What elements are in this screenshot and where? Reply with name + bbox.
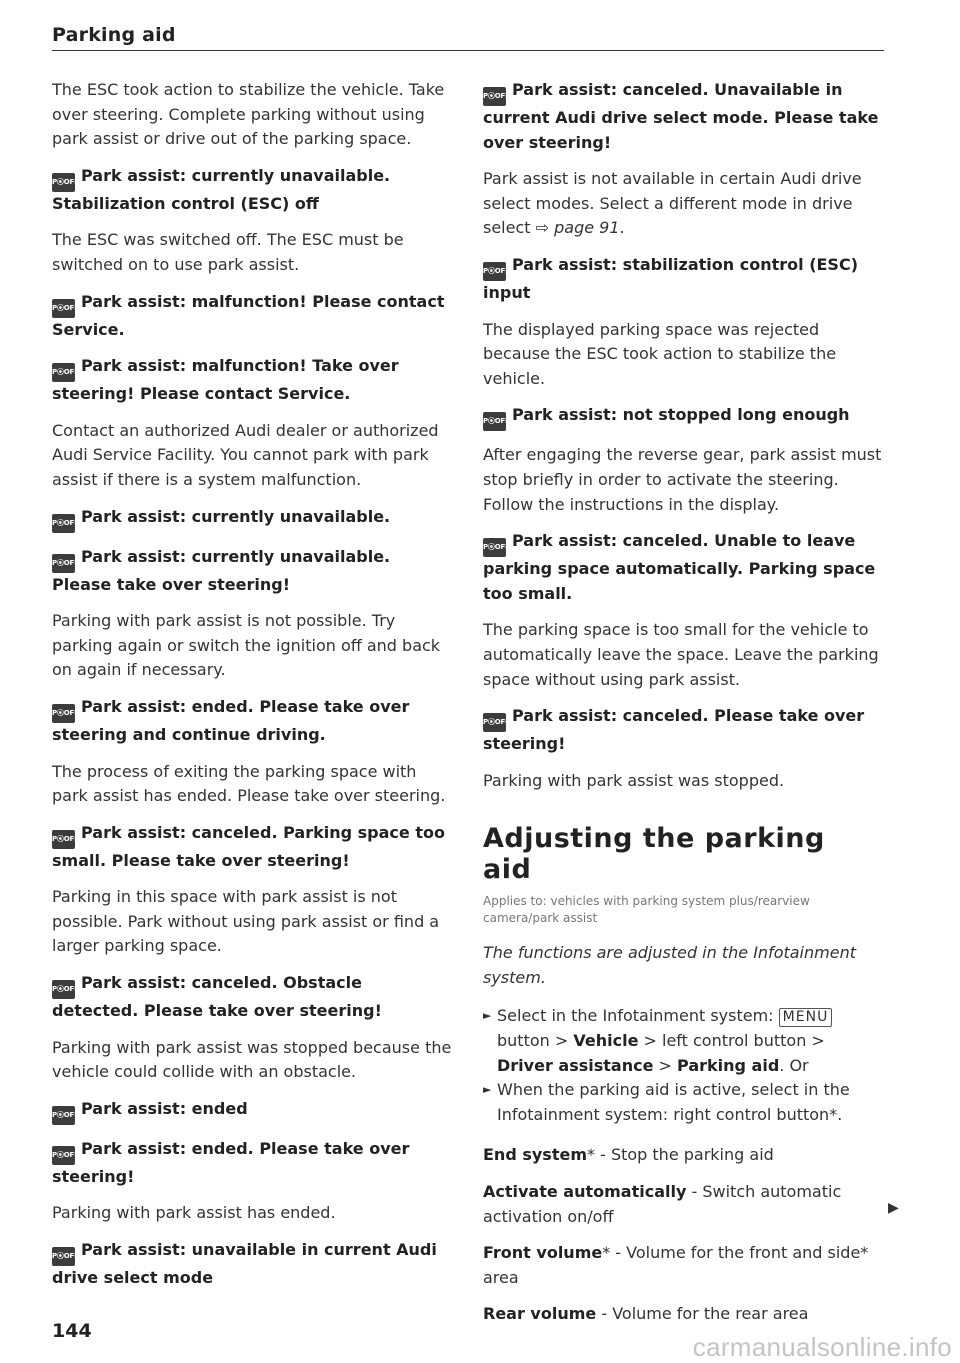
park-assist-off-icon: P⦿OFF <box>483 87 506 106</box>
message-heading-text: Park assist: ended. Please take over steering! <box>52 1138 410 1186</box>
message-heading <box>483 78 883 155</box>
message-heading <box>483 253 883 306</box>
message-description: The displayed parking space was rejected because the ESC took action to stabilize the vehicle. <box>483 319 837 388</box>
message-heading <box>52 1238 452 1291</box>
applies-to-note: Applies to: vehicles with parking system plus/rearview camera/park assist <box>483 894 810 926</box>
header-rule <box>52 50 884 51</box>
section-intro: The functions are adjusted in the Infotainment system. <box>483 943 856 987</box>
term-parking-aid: Parking aid <box>677 1055 780 1075</box>
setting-definition <box>483 1302 883 1327</box>
footnote-star: * <box>587 1145 595 1165</box>
message-heading-text: Park assist: canceled. Obstacle detected. Please take over steering! <box>52 973 382 1021</box>
setting-description: - Volume for the rear area <box>596 1304 809 1324</box>
term-driver-assistance: Driver assistance <box>497 1055 654 1075</box>
park-assist-off-icon: P⦿OFF <box>483 538 506 557</box>
step-1-text-d: > <box>658 1055 672 1075</box>
message-description: Contact an authorized Audi dealer or authorized Audi Service Facility. You cannot park with park assist if there is a system malfunction. <box>52 420 439 489</box>
message-description: The parking space is too small for the vehicle to automatically leave the space. Leave the parking space without using park assist. <box>483 620 879 689</box>
message-heading-text: Park assist: canceled. Unavailable in current Audi drive select mode. Please take over steering! <box>483 80 879 152</box>
message-description: Parking with park assist was stopped. <box>483 770 785 790</box>
step-arrow-icon: ► <box>483 1009 492 1023</box>
step-arrow-icon: ► <box>483 1083 492 1097</box>
section-title: Adjusting the parking aid <box>483 823 825 886</box>
step-1-text-a: Select in the Infotainment system: <box>497 1006 774 1026</box>
message-heading <box>52 1097 452 1125</box>
setting-definition <box>483 1180 883 1229</box>
description-tail: . <box>619 218 625 238</box>
message-description: Parking with park assist was stopped because the vehicle could collide with an obstacle. <box>52 1037 452 1082</box>
message-heading <box>52 505 452 533</box>
message-heading <box>52 164 452 217</box>
message-heading-text: Park assist: stabilization control (ESC) input <box>483 254 859 302</box>
description-text: Park assist is not available in certain Audi drive select modes. Select a different mode in drive select <box>483 169 862 238</box>
message-heading-text: Park assist: malfunction! Take over steering! Please contact Service. <box>52 356 399 404</box>
step-2 <box>483 1078 883 1127</box>
park-assist-off-icon: P⦿OFF <box>52 1146 75 1165</box>
message-heading-text: Park assist: malfunction! Please contact Service. <box>52 291 445 339</box>
definitions-list <box>483 1143 883 1327</box>
park-assist-off-icon: P⦿OFF <box>52 704 75 723</box>
page-header-title: Parking aid <box>52 24 176 46</box>
page-reference-link[interactable]: ⇨ page 91 <box>535 218 620 238</box>
right-messages <box>483 78 883 793</box>
setting-name: End system <box>483 1145 587 1165</box>
message-heading-text: Park assist: not stopped long enough <box>512 405 850 425</box>
message-heading-text: Park assist: canceled. Please take over steering! <box>483 706 865 754</box>
park-assist-off-icon: P⦿OFF <box>52 363 75 382</box>
setting-name: Front volume <box>483 1243 603 1263</box>
setting-definition <box>483 1241 883 1290</box>
setting-description: - Switch automatic activation on/off <box>483 1182 842 1226</box>
message-heading-text: Park assist: canceled. Unable to leave parking space automatically. Parking space too small. <box>483 531 876 603</box>
continue-arrow-icon: ▶ <box>888 1200 899 1216</box>
setting-name: Rear volume <box>483 1304 597 1324</box>
message-heading <box>483 529 883 606</box>
page-number: 144 <box>52 1320 92 1342</box>
message-heading-text: Park assist: currently unavailable. Stabilization control (ESC) off <box>52 165 391 213</box>
park-assist-off-icon: P⦿OFF <box>52 554 75 573</box>
menu-key: MENU <box>779 1008 833 1027</box>
park-assist-off-icon: P⦿OFF <box>52 299 75 318</box>
message-heading <box>52 545 452 598</box>
message-description: After engaging the reverse gear, park assist must stop briefly in order to activate the steering. Follow the instructions in the display. <box>483 445 882 514</box>
message-heading <box>52 971 452 1024</box>
step-1-text-e: . Or <box>779 1055 809 1075</box>
park-assist-off-icon: P⦿OFF <box>483 412 506 431</box>
message-heading-text: Park assist: ended <box>81 1098 248 1118</box>
message-description: Parking with park assist has ended. <box>52 1203 336 1223</box>
message-heading <box>483 704 883 757</box>
park-assist-off-icon: P⦿OFF <box>52 830 75 849</box>
park-assist-off-icon: P⦿OFF <box>52 980 75 999</box>
message-heading <box>52 1137 452 1190</box>
message-heading <box>52 821 452 874</box>
message-heading-text: Park assist: ended. Please take over steering and continue driving. <box>52 696 410 744</box>
message-heading <box>52 695 452 748</box>
park-assist-off-icon: P⦿OFF <box>483 713 506 732</box>
step-1-text-c: > left control button > <box>643 1031 825 1051</box>
step-1-text-b: button > <box>497 1031 569 1051</box>
setting-name: Activate automatically <box>483 1182 687 1202</box>
message-heading <box>483 403 883 431</box>
message-heading-text: Park assist: unavailable in current Audi drive select mode <box>52 1240 437 1288</box>
term-vehicle: Vehicle <box>573 1031 639 1051</box>
message-description: The ESC was switched off. The ESC must be switched on to use park assist. <box>52 230 404 274</box>
message-description: The ESC took action to stabilize the vehicle. Take over steering. Complete parking without using park assist or drive out of the parking space. <box>52 80 445 149</box>
step-1 <box>483 1004 883 1078</box>
park-assist-off-icon: P⦿OFF <box>52 1247 75 1266</box>
message-heading-text: Park assist: currently unavailable. <box>81 506 391 526</box>
watermark: carmanualsonline.info <box>692 1332 952 1362</box>
left-column <box>52 78 452 1303</box>
message-heading <box>52 290 452 343</box>
message-description: Parking with park assist is not possible. Try parking again or switch the ignition off and back on again if necessary. <box>52 611 441 680</box>
park-assist-off-icon: P⦿OFF <box>52 514 75 533</box>
message-description <box>483 167 883 241</box>
park-assist-off-icon: P⦿OFF <box>52 173 75 192</box>
setting-description: - Volume for the front and side* area <box>483 1243 869 1287</box>
park-assist-off-icon: P⦿OFF <box>52 1106 75 1125</box>
setting-definition <box>483 1143 883 1168</box>
message-heading-text: Park assist: currently unavailable. Please take over steering! <box>52 546 391 594</box>
message-description: The process of exiting the parking space with park assist has ended. Please take over steering. <box>52 761 446 806</box>
message-heading <box>52 354 452 407</box>
right-column <box>483 78 883 1339</box>
setting-description: - Stop the parking aid <box>595 1145 774 1165</box>
footnote-star: * <box>602 1243 611 1263</box>
message-description: Parking in this space with park assist is not possible. Park without using park assist or find a larger parking space. <box>52 887 440 956</box>
park-assist-off-icon: P⦿OFF <box>483 262 506 281</box>
message-heading-text: Park assist: canceled. Parking space too small. Please take over steering! <box>52 822 445 870</box>
step-2-text: When the parking aid is active, select in the Infotainment system: right control button*. <box>497 1080 850 1124</box>
